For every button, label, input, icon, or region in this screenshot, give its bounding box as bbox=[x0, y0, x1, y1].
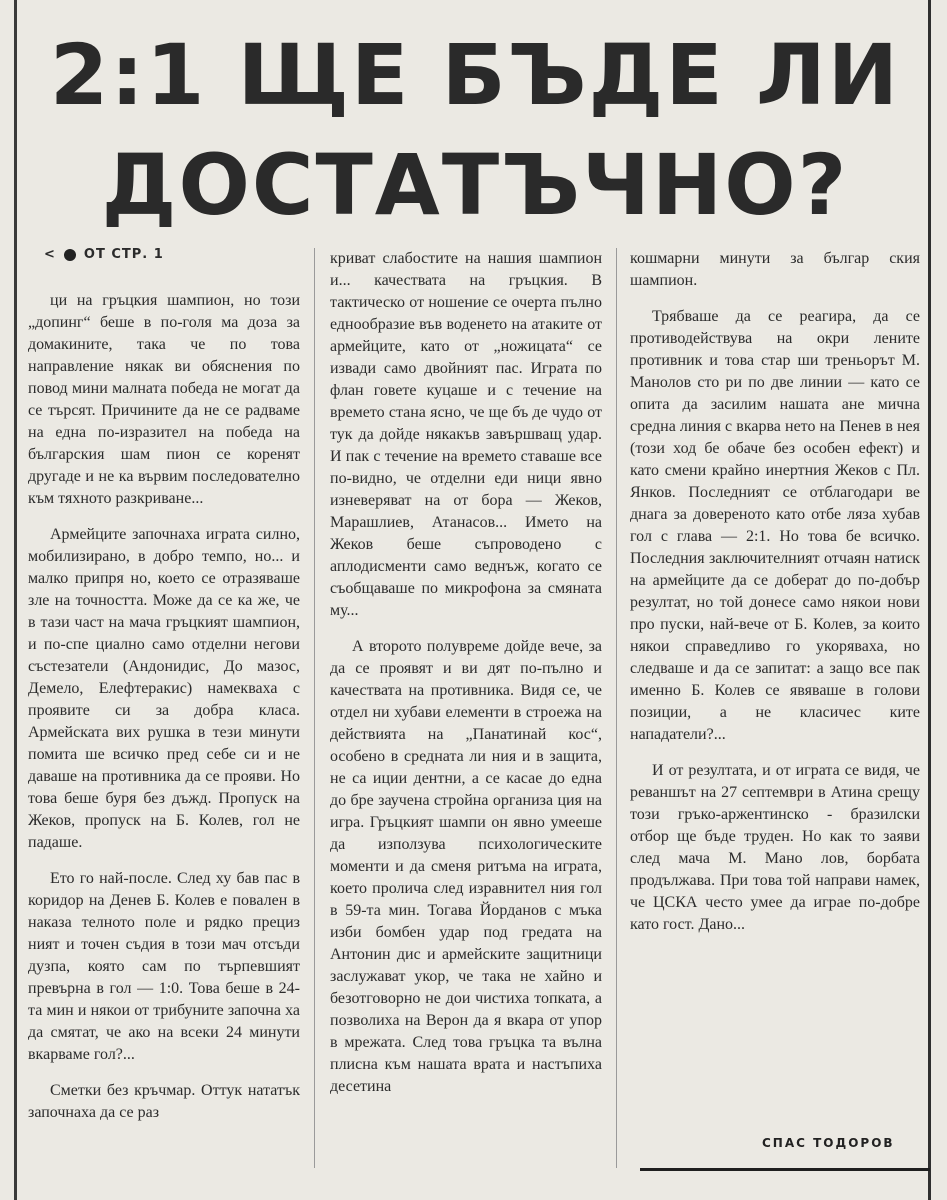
paragraph: ци на гръцкия шампион, но този „допинг“ беше в по-голя ма доза за домакините, така че по това направление някак ви обяснения по повод мини малната победа не могат да се търсят. Причините да не се радваме на една по-изразител на победа на българския шам пион се коренят другаде и не ка вървим последователно към тяхното разкриване... bbox=[28, 292, 300, 507]
paragraph: кошмарни минути за българ ския шампион. bbox=[630, 250, 920, 289]
back-arrow-icon: < bbox=[44, 247, 56, 262]
column-divider bbox=[616, 248, 617, 1168]
bullet-icon bbox=[64, 249, 76, 261]
right-border-rule bbox=[928, 0, 931, 1200]
paragraph: Ето го най-после. След ху бав пас в коридор на Денев Б. Колев е повален в наказа телното поле и рядко прециз ният и точен съдия в този мач отсъди дузпа, която сам по търпевшият превърна в гол — 1:0. Това беше в 24-та мин и някои от трибуните започна ха да смятат, че ако на всеки 24 минути вкарваме гол?... bbox=[28, 870, 300, 1063]
paragraph: Армейците започнаха играта силно, мобилизирано, в добро темпо, но... и малко припря но, което се отразяваше зле на точността. Може да се ка же, че в тази част на мача гръцкият шампион, и по-спе циално само отделни негови състезатели (Андонидис, До мазос, Демело, Елефтеракис) намекваха с проявите си за добра класа. Армейската вих рушка в тези минути помита ше всичко пред себе си и не даваше на противника да се прояви. Но това беше буря без дъжд. Пропуск на Жеков, пропуск на Б. Колев, гол не падаше. bbox=[28, 526, 300, 851]
author-byline: СПАС ТОДОРОВ bbox=[762, 1136, 895, 1150]
article-column-1 bbox=[28, 240, 300, 1138]
paragraph: Трябваше да се реагира, да се противодействува на окри лените противник и това стар ши треньорът М. Манолов сто ри по две линии — като се опита да засилим нашата ане мична средна линия с вкарва нето на Пенев в нея (този ход бе обаче без особен ефект) и като смени крайно инертния Жеков с Пл. Янков. Последният се отблагодари ве днага за довереното като отбе ляза хубав гол с глава — 2:1. Но това бе всичко. Последния заключителният отчаян натиск на армейците да се доберат до по-добър резултат, но той донесе само някои нови про пуски, най-вече от Б. Колев, за които някои справедливо го укоряваха, но следваше и да се запитат: а защо все пак именно Б. Колев се явяваше в голови позиции, а не класичес ките нападатели?... bbox=[630, 308, 920, 743]
article-column-3 bbox=[630, 248, 920, 950]
paragraph: криват слабостите на нашия шампион и... качествата на гръцкия. В тактическо от ношение се очерта пълно еднообразие във воденето на атаките от армейците, като от „ножицата“ се извади само двойният пас. Играта по флан говете куцаше и с течение на времето стана ясно, че ще бъ де чудо от тук да дойде някакъв завършващ удар. И пак с течение на времето ставаше все по-видно, че отделни еди ници явно изневеряват на от бора — Жеков, Марашлиев, Атанасов... Името на Жеков беше съпроводено с аплодисменти само веднъж, когато се съобщаваше по микрофона за смяната му... bbox=[330, 250, 602, 619]
bottom-rule bbox=[640, 1168, 930, 1171]
column-divider bbox=[314, 248, 315, 1168]
article-column-2 bbox=[330, 248, 602, 1112]
left-border-rule bbox=[14, 0, 17, 1200]
headline-line-2: ДОСТАТЪЧНО? bbox=[101, 136, 849, 234]
paragraph: А второто полувреме дойде вече, за да се проявят и ви дят по-пълно и качествата на противника. Видя се, че отдел ни хубави елементи в строежа на действията на „Панатинай кос“, особено в средната ли ния и в защита, не са иции дентни, а се касае до една до бре заучена стройна организа ция на игра. Гръцкият шампи он явно умееше да използува психологическите моменти и да сменя ритъма на играта, което пролича след изравнител ния гол в 59-та мин. Тогава Йорданов с мъка изби бомбен удар под гредата на Антонин дис и армейските защитници заслужават укор, че така не хайно и безотговорно не дои чистиха топката, а позволиха на Верон да я вкара от упор в мрежата. След това гръцка та вълна плисна към нашата врата и настъпиха десетина bbox=[330, 638, 602, 1095]
continued-from-marker bbox=[44, 244, 300, 266]
paragraph: И от резултата, и от играта се видя, че реваншът на 27 септември в Атина срещу този гръко-аржентинско - бразилски отбор ще бъде труден. Но как то заяви след мача М. Мано лов, борбата продължава. При това той направи намек, че ЦСКА често умее да играе по-добре като гост. Дано... bbox=[630, 762, 920, 933]
continued-from-label: ОТ СТР. 1 bbox=[83, 247, 164, 262]
headline-line-1: 2:1 ЩЕ БЪДЕ ЛИ bbox=[49, 26, 901, 124]
headline bbox=[40, 20, 910, 240]
paragraph: Сметки без кръчмар. Оттук нататък започнаха да се раз bbox=[28, 1082, 300, 1121]
